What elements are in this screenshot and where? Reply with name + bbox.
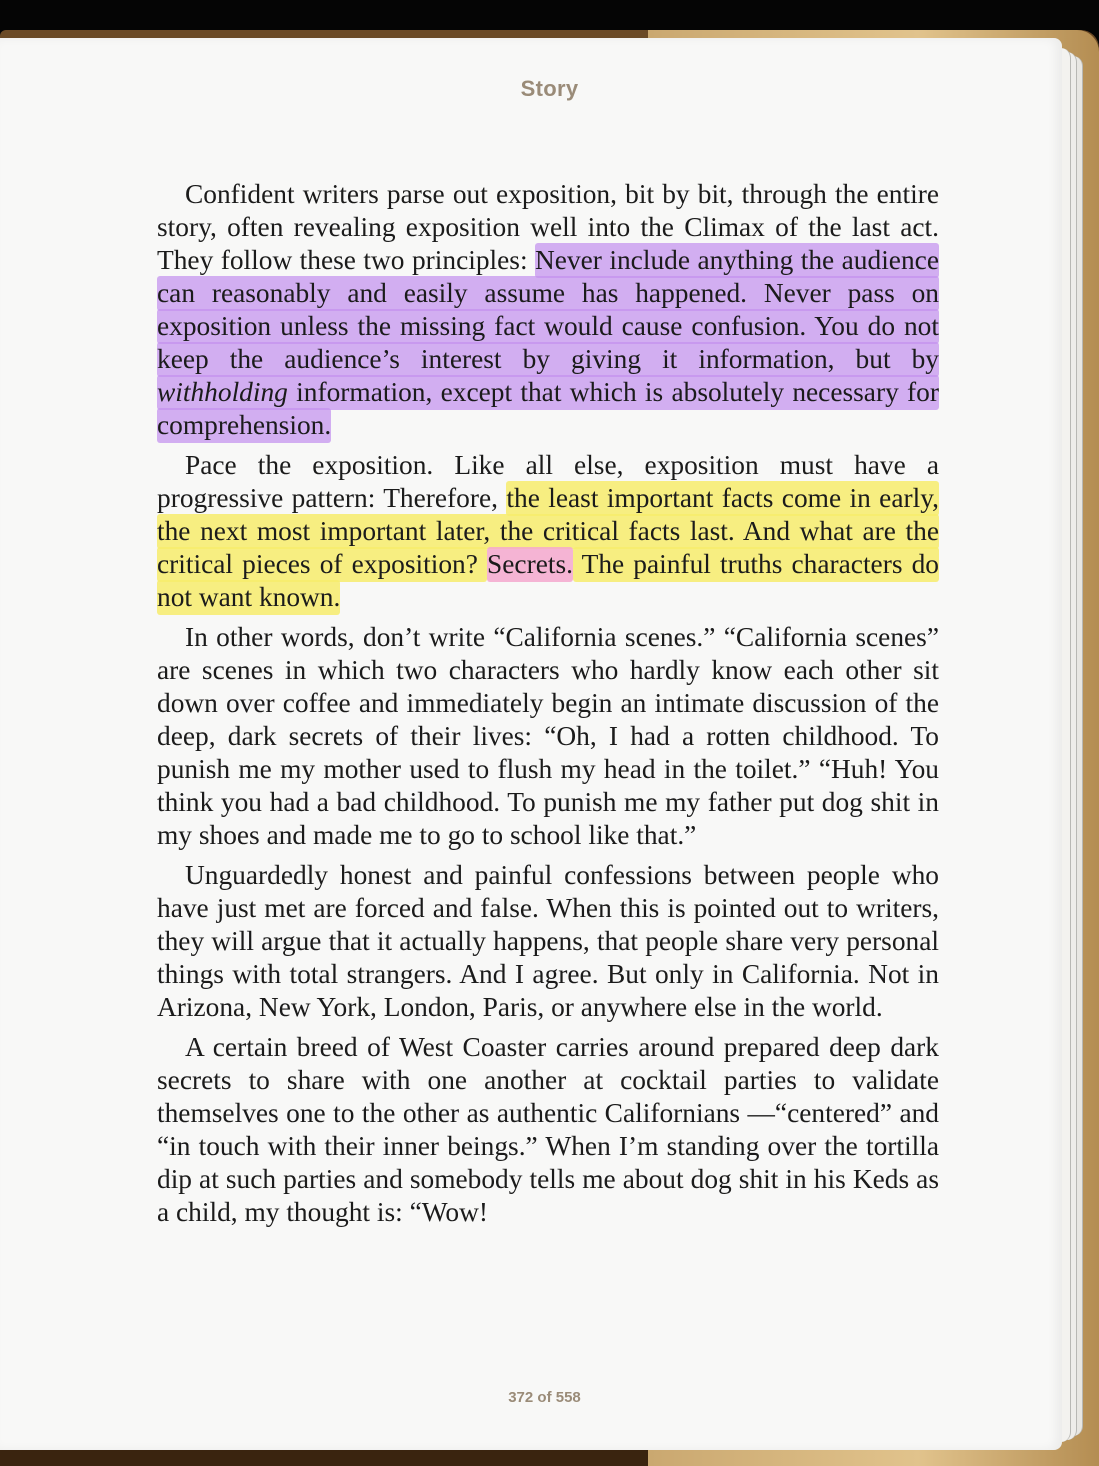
paragraph-text: Pace the exposition. Like all else, exposition must have a progressive pattern: Therefore, — [157, 450, 939, 513]
paragraph-text: Confident writers parse out exposition, bit by bit, through the entire story, often revealing exposition well into the Climax of the last act. They follow these two principles: — [157, 179, 939, 275]
page-body-text[interactable] — [157, 178, 939, 1236]
paragraph-4[interactable]: Unguardedly honest and painful confessions between people who have just met are forced and false. When this is pointed out to writers, they will argue that it actually happens, that people share very personal things with total strangers. And I agree. But only in California. Not in Arizona, New York, London, Paris, or anywhere else in the world. — [157, 860, 939, 1022]
highlight-text: Never include anything the audience can reasonably and easily assume has happened. Never pass on exposition unless the missing fact would cause confusion. You do not keep the audience’s interest by giving it information, but by — [157, 245, 939, 374]
paragraph-1[interactable] — [157, 178, 939, 442]
paragraph-2[interactable] — [157, 449, 939, 614]
paragraph-3[interactable]: In other words, don’t write “California scenes.” “California scenes” are scenes in which two characters who hardly know each other sit down over coffee and immediately begin an intimate discussion of the deep, dark secrets of their lives: “Oh, I had a rotten childhood. To punish me my mother used to flush my head in the toilet.” “Huh! You think you had a bad childhood. To punish me my father put dog shit in my shoes and made me to go to school like that.” — [157, 622, 939, 850]
highlight-text: information, except that which is absolutely necessary for comprehension. — [157, 377, 939, 440]
pink-highlight[interactable]: Secrets. — [487, 547, 573, 582]
italic-word: withholding — [157, 377, 288, 407]
running-head-title: Story — [520, 76, 579, 101]
paragraph-5[interactable]: A certain breed of West Coaster carries around prepared deep dark secrets to share with one another at cocktail parties to validate themselves one to the other as authentic Californians —“centered” and “in touch with their inner beings.” When I’m standing over the tortilla dip at such parties and somebody tells me about dog shit in his Keds as a child, my thought is: “Wow! — [157, 1032, 939, 1227]
page-indicator: 372 of 558 — [508, 1389, 581, 1406]
yellow-highlight[interactable]: the least important facts come in early, the next most important later, the critical facts last. And what are the critical pieces of exposition? — [157, 481, 939, 582]
yellow-highlight[interactable]: The painful truths characters do not want known. — [157, 547, 939, 615]
